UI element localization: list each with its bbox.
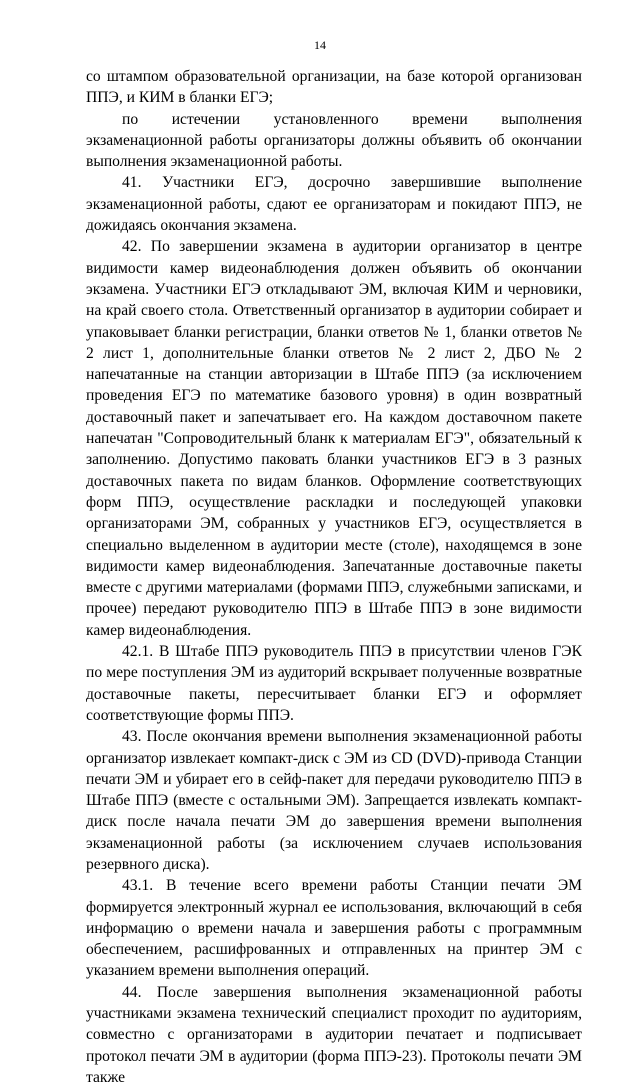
paragraph-43-1: 43.1. В течение всего времени работы Станции печати ЭМ формируется электронный журнал ее использования, включающий в себя информацию о времени начала и завершения работы с программным обеспечением, расшифрованных и отправленных на принтер ЭМ с указанием времени выполнения операций. bbox=[86, 877, 582, 980]
document-body bbox=[86, 66, 582, 1088]
paragraph-stamp-continuation: со штампом образовательной организации, на базе которой организован ППЭ, и КИМ в бланки ЕГЭ; bbox=[86, 68, 582, 107]
paragraph-43: 43. После окончания времени выполнения экзаменационной работы организатор извлекает компакт-диск с ЭМ из CD (DVD)-привода Станции печати ЭМ и убирает его в сейф-пакет для передачи руководителю ППЭ в Штабе ППЭ (вместе с остальными ЭМ). Запрещается извлекать компакт-диск после начала печати ЭМ до завершения времени выполнения экзаменационной работы (за исключением случаев использования резервного диска). bbox=[86, 728, 582, 873]
paragraph-41: 41. Участники ЕГЭ, досрочно завершившие выполнение экзаменационной работы, сдают ее организаторам и покидают ППЭ, не дожидаясь окончания экзамена. bbox=[86, 174, 582, 235]
paragraph-42: 42. По завершении экзамена в аудитории организатор в центре видимости камер видеонаблюдения должен объявить об окончании экзамена. Участники ЕГЭ откладывают ЭМ, включая КИМ и черновики, на край своего стола. Ответственный организатор в аудитории собирает и упаковывает бланки регистрации, бланки ответов № 1, бланки ответов № 2 лист 1, дополнительные бланки ответов № 2 лист 2, ДБО № 2 напечатанные на станции авторизации в Штабе ППЭ (за исключением проведения ЕГЭ по математике базового уровня) в один возвратный доставочный пакет и запечатывает его. На каждом доставочном пакете напечатан "Сопроводительный бланк к материалам ЕГЭ", обязательный к заполнению. Допустимо паковать бланки участников ЕГЭ в 3 разных доставочных пакета по видам бланков. Оформление соответствующих форм ППЭ, осуществление раскладки и последующей упаковки организаторами ЭМ, собранных у участников ЕГЭ, осуществляется в специально выделенном в аудитории месте (столе), находящемся в зоне видимости камер видеонаблюдения. Запечатанные доставочные пакеты вместе с другими материалами (формами ППЭ, служебными записками, и прочее) передают руководителю ППЭ в Штабе ППЭ в зоне видимости камер видеонаблюдения. bbox=[86, 238, 582, 639]
page-number: 14 bbox=[314, 38, 326, 52]
paragraph-44: 44. После завершения выполнения экзаменационной работы участниками экзамена технический специалист проходит по аудиториям, совместно с организаторами в аудитории печатает и подписывает протокол печати ЭМ в аудитории (форма ППЭ-23). Протоколы печати ЭМ также bbox=[86, 983, 582, 1086]
paragraph-42-1: 42.1. В Штабе ППЭ руководитель ППЭ в присутствии членов ГЭК по мере поступления ЭМ из аудиторий вскрывает полученные возвратные доставочные пакеты, пересчитывает бланки ЕГЭ и оформляет соответствующие формы ППЭ. bbox=[86, 643, 582, 724]
paragraph-time-expired: по истечении установленного времени выполнения экзаменационной работы организаторы должны объявить об окончании выполнения экзаменационной работы. bbox=[86, 110, 582, 171]
